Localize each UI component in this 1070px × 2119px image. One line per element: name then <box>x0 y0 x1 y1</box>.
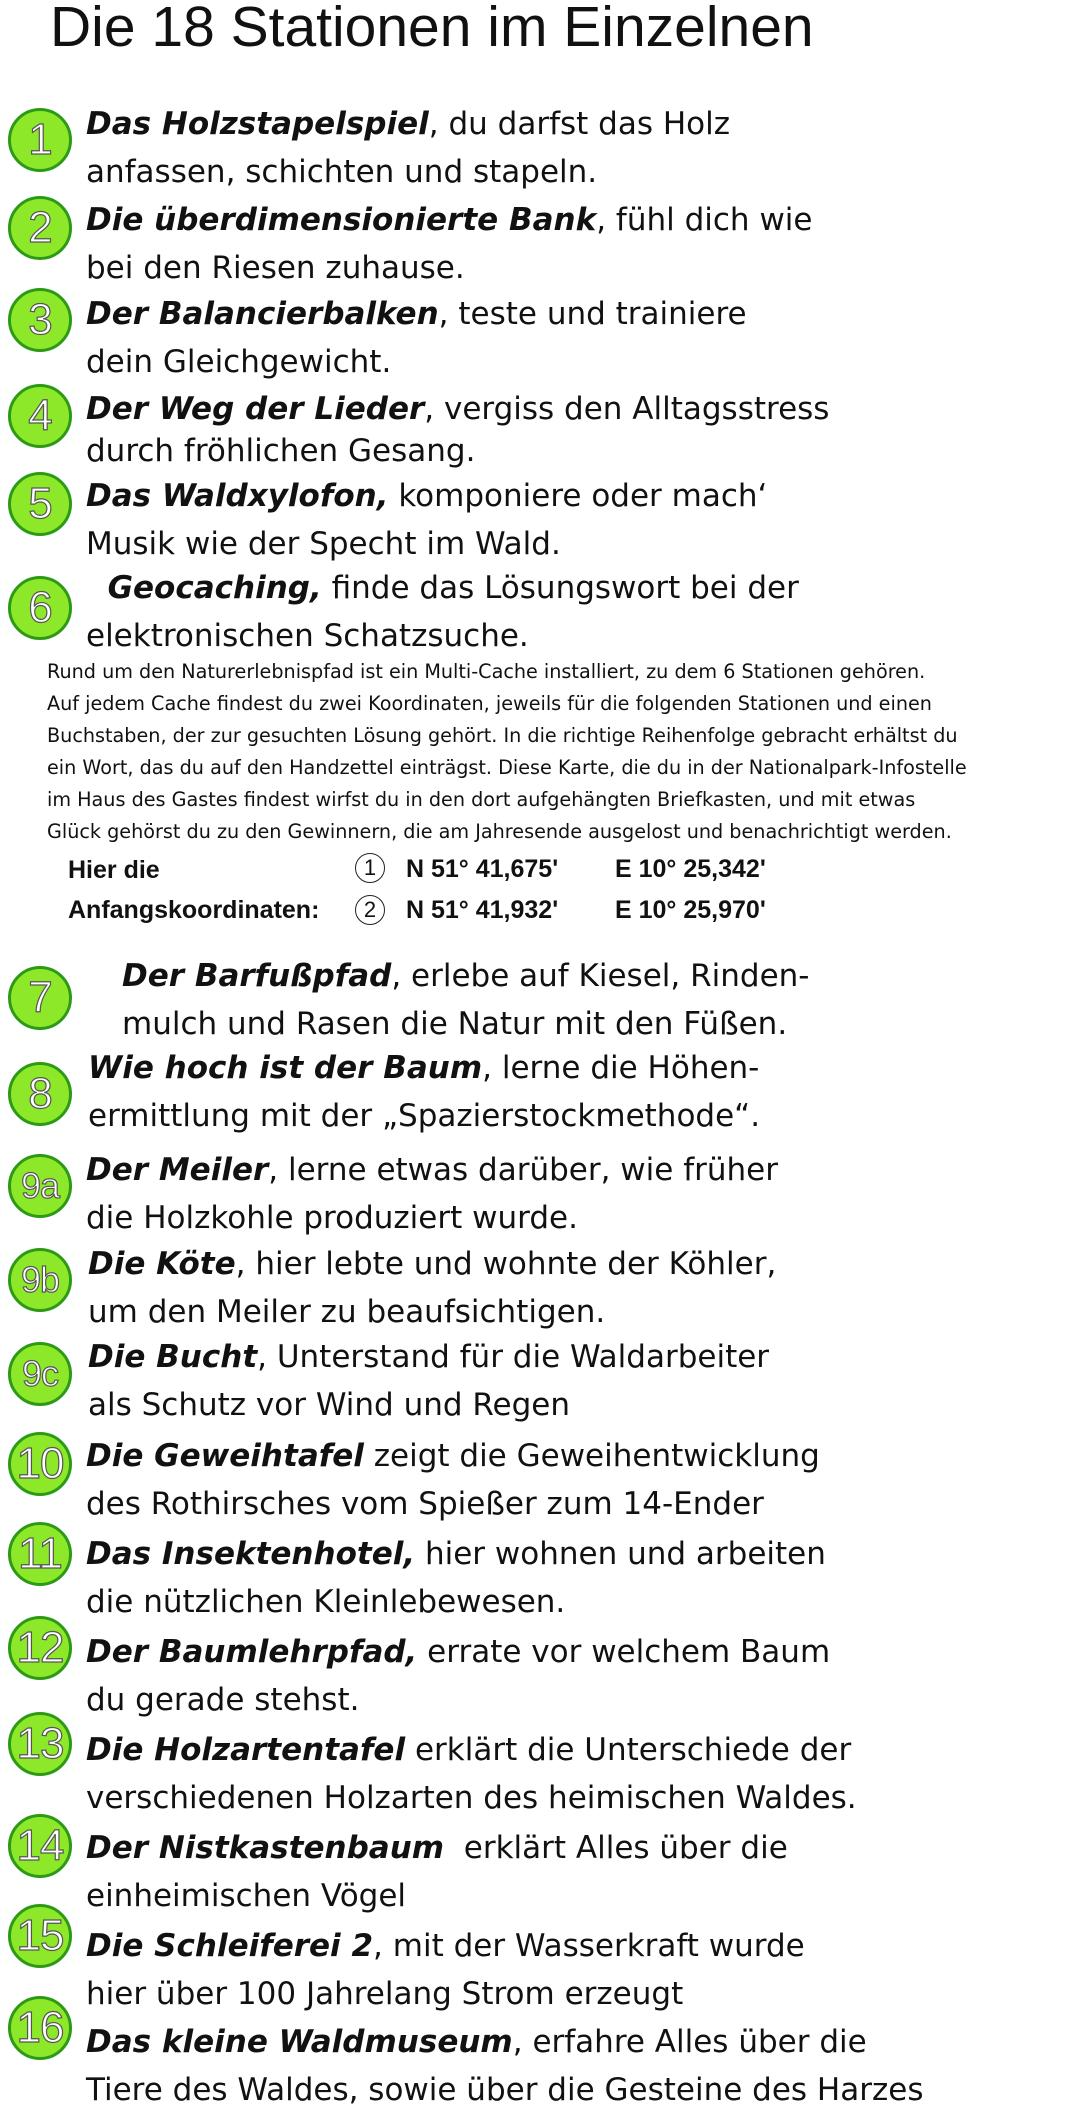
station-14-text-1: erklärt Alles über die <box>444 1830 788 1866</box>
station-13-text-1: erklärt die Unterschiede der <box>405 1732 852 1768</box>
coord-1-north: N 51° 41,675' <box>406 855 559 883</box>
station-badge-7: 7 <box>8 966 72 1030</box>
station-7 <box>122 952 1070 1048</box>
station-6-text-2: elektronischen Schatzsuche. <box>86 618 529 654</box>
station-badge-16: 16 <box>8 1996 72 2060</box>
station-1-text-2: anfassen, schichten und stapeln. <box>86 154 598 190</box>
station-2 <box>86 196 1066 292</box>
station-badge-9b: 9b <box>8 1248 72 1312</box>
station-badge-2: 2 <box>8 196 72 260</box>
geocache-description-line: Buchstaben, der zur gesuchten Lösung gehört. In die richtige Reihenfolge gebracht erhältst du <box>47 724 958 747</box>
station-10-name: Die Geweihtafel <box>86 1438 364 1474</box>
station-badge-15: 15 <box>8 1904 72 1968</box>
station-8 <box>88 1044 1068 1140</box>
station-9c-text-1: , Unterstand für die Waldarbeiter <box>257 1339 770 1375</box>
station-6-name: Geocaching, <box>86 570 322 606</box>
station-16-text-1: , erfahre Alles über die <box>512 2024 867 2060</box>
station-4-text-1: , vergiss den Alltagsstress <box>424 391 830 427</box>
station-10-text-2: des Rothirsches vom Spießer zum 14-Ender <box>86 1486 764 1522</box>
station-9b-text-2: um den Meiler zu beaufsichtigen. <box>88 1294 606 1330</box>
geocache-description-line: Glück gehörst du zu den Gewinnern, die am Jahresende ausgelost und benachrichtigt werden. <box>47 820 952 843</box>
station-badge-4: 4 <box>8 384 72 448</box>
station-9b-name: Die Köte <box>88 1246 236 1282</box>
station-8-text-2: ermittlung mit der „Spazierstockmethode“. <box>88 1098 761 1134</box>
station-2-text-1: , fühl dich wie <box>596 202 813 238</box>
station-badge-12: 12 <box>8 1616 72 1680</box>
station-9b <box>88 1240 1068 1336</box>
station-badge-14: 14 <box>8 1814 72 1878</box>
station-16 <box>86 2018 1066 2114</box>
geocache-description-line: ein Wort, das du auf den Handzettel einträgst. Diese Karte, die du in der Nationalpark-Infostelle <box>47 756 967 779</box>
station-3-text-2: dein Gleichgewicht. <box>86 344 392 380</box>
station-8-text-1: , lerne die Höhen- <box>482 1050 760 1086</box>
station-badge-11: 11 <box>8 1522 72 1586</box>
station-15-text-1: , mit der Wasserkraft wurde <box>373 1928 805 1964</box>
station-9a <box>86 1146 1066 1242</box>
station-8-name: Wie hoch ist der Baum <box>88 1050 483 1086</box>
station-3-text-1: , teste und trainiere <box>438 296 747 332</box>
station-14-text-2: einheimischen Vögel <box>86 1878 407 1914</box>
station-13-name: Die Holzartentafel <box>86 1732 406 1768</box>
station-15-text-2: hier über 100 Jahrelang Strom erzeugt <box>86 1976 684 2012</box>
station-14-name: Der Nistkastenbaum <box>86 1830 445 1866</box>
station-1-text-1: , du darfst das Holz <box>428 106 730 142</box>
station-badge-6: 6 <box>8 576 72 640</box>
station-13 <box>86 1726 1066 1822</box>
station-10 <box>86 1432 1066 1528</box>
station-15-name: Die Schleiferei 2 <box>86 1928 374 1964</box>
station-3 <box>86 290 1066 386</box>
station-badge-5: 5 <box>8 472 72 536</box>
station-6-text-1: finde das Lösungswort bei der <box>321 570 799 606</box>
station-badge-10: 10 <box>8 1432 72 1496</box>
geocache-description-line: Auf jedem Cache findest du zwei Koordinaten, jeweils für die folgenden Stationen und einen <box>47 692 932 715</box>
station-11-text-1: hier wohnen und arbeiten <box>415 1536 826 1572</box>
station-9a-text-2: die Holzkohle produziert wurde. <box>86 1200 578 1236</box>
station-12-name: Der Baumlehrpfad, <box>86 1634 418 1670</box>
station-12-text-2: du gerade stehst. <box>86 1682 360 1718</box>
station-12 <box>86 1628 1066 1724</box>
station-5-text-2: Musik wie der Specht im Wald. <box>86 526 561 562</box>
station-1-name: Das Holzstapelspiel <box>86 106 429 142</box>
geocache-description <box>47 656 1067 848</box>
coords-label-line2: Anfangskoordinaten: <box>68 896 320 924</box>
station-badge-8: 8 <box>8 1062 72 1126</box>
station-15 <box>86 1922 1066 2018</box>
station-9c-text-2: als Schutz vor Wind und Regen <box>88 1387 571 1423</box>
station-4-name: Der Weg der Lieder <box>86 391 425 427</box>
coords-label-line1: Hier die <box>68 856 160 884</box>
station-3-name: Der Balancierbalken <box>86 296 439 332</box>
station-2-name: Die überdimensionierte Bank <box>86 202 597 238</box>
station-9c <box>88 1333 1068 1429</box>
station-14 <box>86 1824 1066 1920</box>
station-badge-9a: 9a <box>8 1154 72 1218</box>
station-badge-1: 1 <box>8 108 72 172</box>
coord-2-north: N 51° 41,932' <box>406 896 559 924</box>
geocache-description-line: Rund um den Naturerlebnispfad ist ein Multi-Cache installiert, zu dem 6 Stationen gehören. <box>47 660 926 683</box>
station-9b-text-1: , hier lebte und wohnte der Köhler, <box>235 1246 777 1282</box>
station-6 <box>86 564 1066 660</box>
station-badge-13: 13 <box>8 1712 72 1776</box>
station-5-name: Das Waldxylofon, <box>86 478 389 514</box>
station-badge-9c: 9c <box>8 1342 72 1406</box>
station-13-text-2: verschiedenen Holzarten des heimischen Waldes. <box>86 1780 857 1816</box>
station-5-text-1: komponiere oder mach‘ <box>388 478 768 514</box>
coord-number-2: 2 <box>355 895 385 925</box>
station-7-text-1: , erlebe auf Kiesel, Rinden- <box>391 958 810 994</box>
coord-2-east: E 10° 25,970' <box>615 896 766 924</box>
station-badge-3: 3 <box>8 288 72 352</box>
coord-1-east: E 10° 25,342' <box>615 855 766 883</box>
station-9c-name: Die Bucht <box>88 1339 258 1375</box>
coord-number-1: 1 <box>355 853 385 883</box>
station-4-text-2: durch fröhlichen Gesang. <box>86 433 476 469</box>
station-7-text-2: mulch und Rasen die Natur mit den Füßen. <box>122 1006 788 1042</box>
station-11 <box>86 1530 1066 1626</box>
station-2-text-2: bei den Riesen zuhause. <box>86 250 465 286</box>
station-11-name: Das Insektenhotel, <box>86 1536 416 1572</box>
station-1 <box>86 100 1066 196</box>
station-10-text-1: zeigt die Geweihentwicklung <box>363 1438 820 1474</box>
station-16-name: Das kleine Waldmuseum <box>86 2024 513 2060</box>
page-title: Die 18 Stationen im Einzelnen <box>50 0 814 59</box>
station-9a-text-1: , lerne etwas darüber, wie früher <box>268 1152 778 1188</box>
station-4 <box>86 388 1066 472</box>
station-9a-name: Der Meiler <box>86 1152 269 1188</box>
station-12-text-1: errate vor welchem Baum <box>417 1634 831 1670</box>
station-5 <box>86 472 1066 568</box>
station-11-text-2: die nützlichen Kleinlebewesen. <box>86 1584 566 1620</box>
station-7-name: Der Barfußpfad <box>122 958 392 994</box>
station-16-text-2: Tiere des Waldes, sowie über die Gesteine des Harzes <box>86 2072 924 2108</box>
geocache-description-line: im Haus des Gastes findest wirfst du in den dort aufgehängten Briefkasten, und mit etwas <box>47 788 916 811</box>
